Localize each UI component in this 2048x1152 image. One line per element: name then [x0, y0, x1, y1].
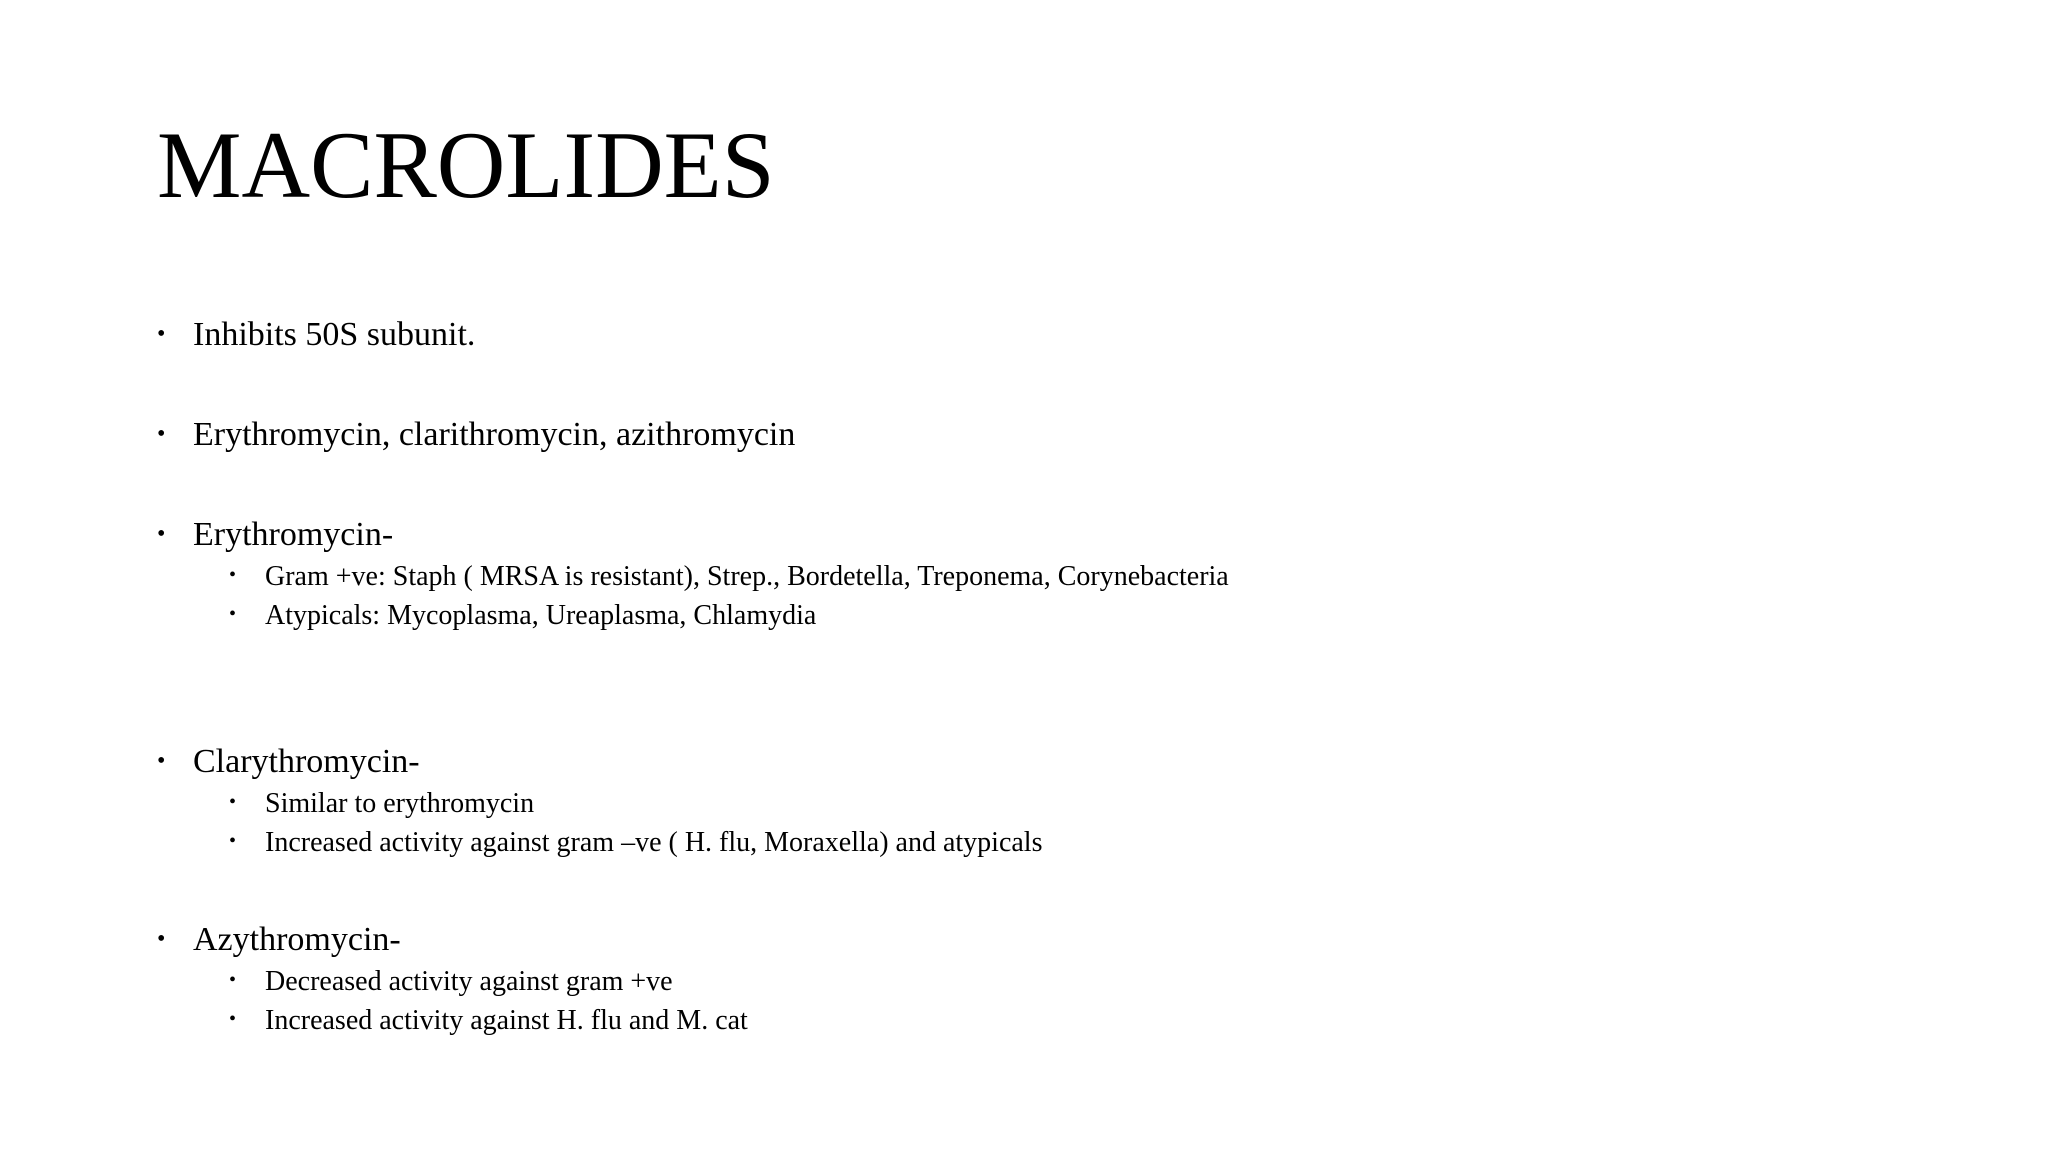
bullet-icon: •	[157, 926, 166, 952]
sub-bullet-icon: •	[229, 969, 237, 991]
bullet-text: Erythromycin, clarithromycin, azithromycin	[193, 416, 796, 453]
sub-bullet-icon: •	[229, 603, 237, 625]
bullet-icon: •	[157, 748, 166, 774]
bullet-icon: •	[157, 521, 166, 547]
sub-bullet-text: Gram +ve: Staph ( MRSA is resistant), Strep., Bordetella, Treponema, Corynebacteria	[265, 561, 1229, 592]
bullet-icon: •	[157, 421, 166, 447]
bullet-icon: •	[157, 321, 166, 347]
sub-bullet-text: Increased activity against H. flu and M. cat	[265, 1005, 748, 1036]
sub-bullet-text: Decreased activity against gram +ve	[265, 966, 673, 997]
bullet-text: Azythromycin-	[193, 921, 401, 958]
sub-bullet-text: Increased activity against gram –ve ( H. flu, Moraxella) and atypicals	[265, 827, 1043, 858]
sub-bullet-icon: •	[229, 830, 237, 852]
bullet-text: Clarythromycin-	[193, 743, 420, 780]
bullet-text: Inhibits 50S subunit.	[193, 316, 476, 353]
sub-bullet-text: Atypicals: Mycoplasma, Ureaplasma, Chlamydia	[265, 600, 817, 631]
sub-bullet-text: Similar to erythromycin	[265, 788, 535, 819]
sub-bullet-icon: •	[229, 564, 237, 586]
sub-bullet-icon: •	[229, 1008, 237, 1030]
slide-title: MACROLIDES	[157, 112, 775, 218]
bullet-text: Erythromycin-	[193, 516, 394, 553]
sub-bullet-icon: •	[229, 791, 237, 813]
